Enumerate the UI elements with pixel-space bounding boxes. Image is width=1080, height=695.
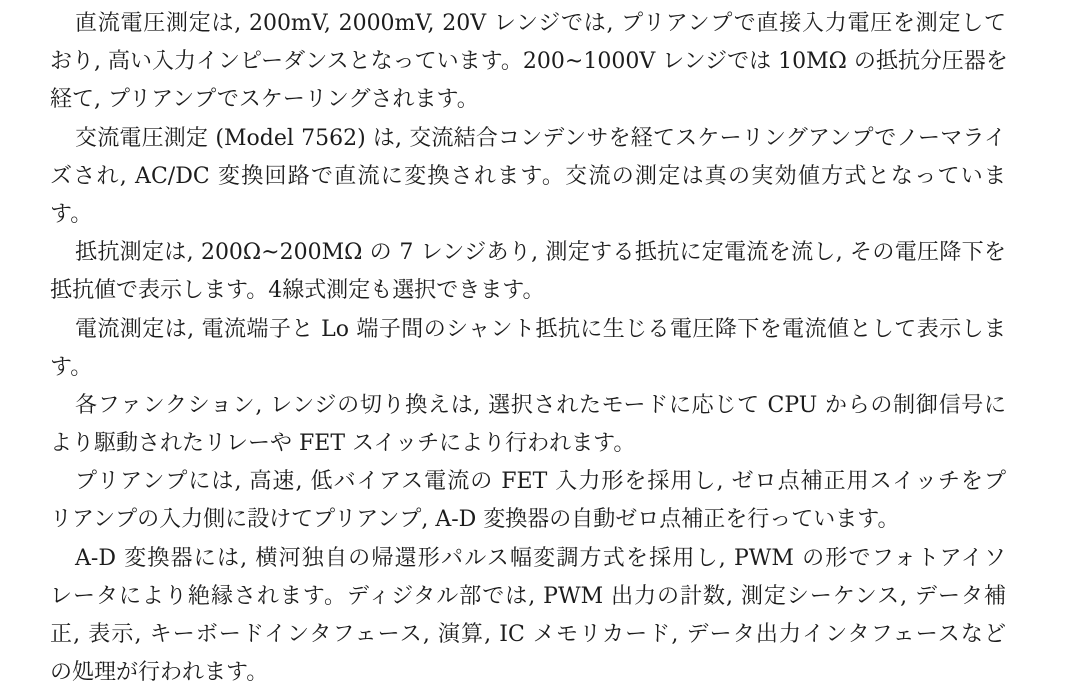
- paragraph-ac-voltage: [50, 120, 1006, 235]
- text-line: A-D 変換器には, 横河独自の帰還形パルス幅変調方式を採用し, PWM の形でフォトアイソ: [75, 545, 1006, 571]
- text-line: おり, 高い入力インピーダンスとなっています。200~1000V レンジでは 10MΩ の抵抗分圧器を: [50, 49, 1008, 75]
- text-line: 正, 表示, キーボードインタフェース, 演算, IC メモリカード, データ出力インタフェースなど: [50, 622, 1006, 647]
- paragraph-preamp: [50, 463, 1006, 539]
- paragraph-dc-voltage: [50, 5, 1006, 120]
- text-line: の処理が行われます。: [50, 660, 269, 686]
- text-line: より駆動されたリレーや FET スイッチにより行われます。: [50, 431, 636, 457]
- text-line: す。: [50, 354, 93, 380]
- text-line: 各ファンクション, レンジの切り換えは, 選択されたモードに応じて CPU からの制御信号に: [75, 392, 1006, 418]
- paragraph-current: [50, 311, 1006, 387]
- text-line: レータにより絶縁されます。ディジタル部では, PWM 出力の計数, 測定シーケンス, データ補: [50, 583, 1006, 609]
- text-line: ズされ, AC/DC 変換回路で直流に変換されます。交流の測定は真の実効値方式となっていま: [50, 163, 1006, 189]
- text-line: 電流測定は, 電流端子と Lo 端子間のシャント抵抗に生じる電圧降下を電流値として表示しま: [75, 316, 1006, 342]
- text-line: リアンプの入力側に設けてプリアンプ, A-D 変換器の自動ゼロ点補正を行っています。: [50, 507, 900, 533]
- text-line: プリアンプには, 高速, 低バイアス電流の FET 入力形を採用し, ゼロ点補正用スイッチをプ: [75, 469, 1006, 495]
- text-line: 経て, プリアンプでスケーリングされます。: [50, 87, 479, 113]
- text-line: す。: [50, 201, 93, 227]
- text-line: 交流電圧測定 (Model 7562) は, 交流結合コンデンサを経てスケーリングアンプでノーマライ: [75, 125, 1006, 151]
- text-line: 抵抗測定は, 200Ω~200MΩ の 7 レンジあり, 測定する抵抗に定電流を流し, その電圧降下を: [75, 240, 1006, 266]
- body-text: [50, 5, 1006, 692]
- paragraph-ad-converter: [50, 540, 1006, 693]
- paragraph-resistance: [50, 234, 1006, 310]
- text-line: 抵抗値で表示します。4線式測定も選択できます。: [50, 278, 545, 304]
- text-line: 直流電圧測定は, 200mV, 2000mV, 20V レンジでは, プリアンプで直接入力電圧を測定して: [75, 11, 1006, 36]
- paragraph-function-range: [50, 387, 1006, 463]
